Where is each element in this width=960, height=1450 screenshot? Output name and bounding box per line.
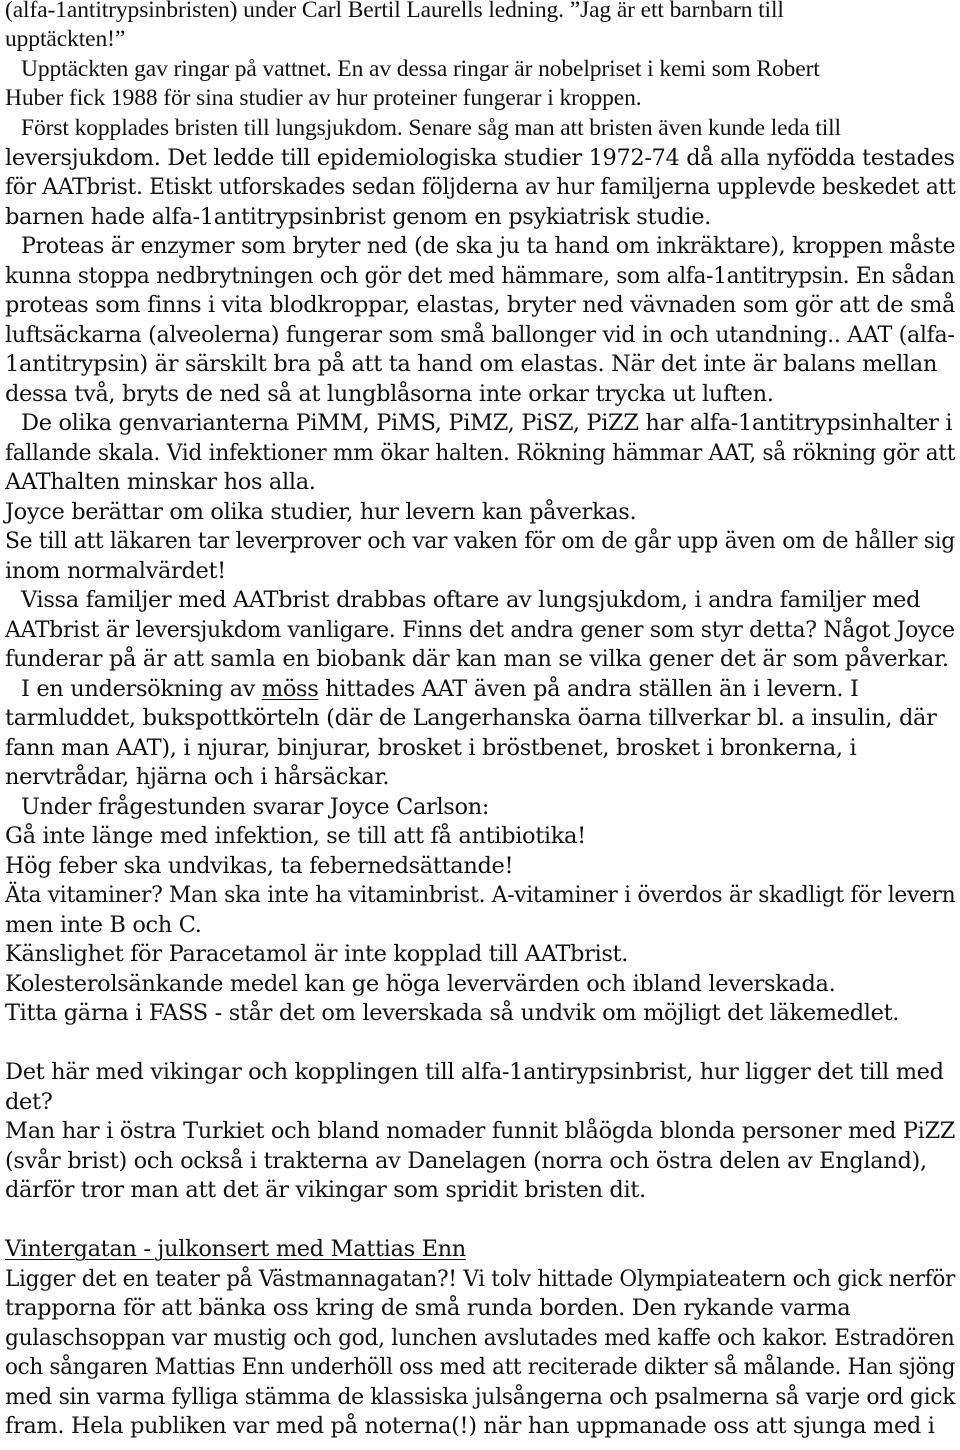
text-line: nervtrådar, hjärna och i hårsäckar. bbox=[5, 764, 390, 790]
text-line: Kolesterolsänkande medel kan ge höga levervärden och ibland leverskada. bbox=[5, 971, 836, 997]
text-line: därför tror man att det är vikingar som spridit bristen dit. bbox=[5, 1177, 646, 1203]
text-line: Först kopplades bristen till lungsjukdom. Senare såg man att bristen även kunde leda till bbox=[21, 115, 841, 141]
text-line: Känslighet för Paracetamol är inte kopplad till AATbrist. bbox=[5, 941, 629, 967]
text-line: det? bbox=[5, 1089, 53, 1115]
text-line: trapporna för att bänka oss kring de små runda borden. Den rykande varma bbox=[5, 1295, 851, 1321]
text-line: Titta gärna i FASS - står det om leverskada så undvik om möjligt det läkemedlet. bbox=[5, 1000, 900, 1026]
text-line: proteas som finns i vita blodkroppar, elastas, bryter ned vävnaden som gör att de små bbox=[5, 292, 956, 318]
text-line: funderar på är att samla en biobank där kan man se vilka gener det är som påverkar. bbox=[5, 646, 949, 672]
text-line: kunna stoppa nedbrytningen och gör det med hämmare, som alfa-1antitrypsin. En sådan bbox=[5, 263, 955, 289]
underlined-word: möss bbox=[261, 676, 319, 702]
text-line: Under frågestunden svarar Joyce Carlson: bbox=[21, 794, 490, 820]
text-line: Proteas är enzymer som bryter ned (de ska ju ta hand om inkräktare), kroppen måste bbox=[21, 233, 956, 259]
text-line: men inte B och C. bbox=[5, 912, 202, 938]
text-line: Äta vitaminer? Man ska inte ha vitaminbrist. A-vitaminer i överdos är skadligt för levern bbox=[5, 882, 956, 908]
text-line: Joyce berättar om olika studier, hur levern kan påverkas. bbox=[5, 499, 637, 525]
text-line: Vissa familjer med AATbrist drabbas oftare av lungsjukdom, i andra familjer med bbox=[21, 587, 921, 613]
text-line: fann man AAT), i njurar, binjurar, brosket i bröstbenet, brosket i bronkerna, i bbox=[5, 735, 857, 761]
text-line: för AATbrist. Etiskt utforskades sedan följderna av hur familjerna upplevde beskedet att bbox=[5, 174, 956, 200]
section-heading: Vintergatan - julkonsert med Mattias Enn bbox=[5, 1236, 466, 1262]
text-line: tarmluddet, bukspottkörteln (där de Langerhanska öarna tillverkar bl. a insulin, där bbox=[5, 705, 937, 731]
text-line: barnen hade alfa-1antitrypsinbrist genom en psykiatrisk studie. bbox=[5, 204, 711, 230]
text-line: Gå inte länge med infektion, se till att få antibiotika! bbox=[5, 823, 586, 849]
text-line: Se till att läkaren tar leverprover och var vaken för om de går upp även om de håller sig bbox=[5, 528, 955, 554]
text-line: 1antitrypsin) är särskilt bra på att ta hand om elastas. När det inte är balans mellan bbox=[5, 351, 937, 377]
text-line: Upptäckten gav ringar på vattnet. En av dessa ringar är nobelpriset i kemi som Robert bbox=[21, 56, 820, 82]
text-line: upptäckten!” bbox=[5, 26, 126, 52]
text-line: leversjukdom. Det ledde till epidemiologiska studier 1972-74 då alla nyfödda testades bbox=[5, 145, 955, 171]
text-line: fram. Hela publiken var med på noterna(!) när han uppmanade oss att sjunga med i bbox=[5, 1413, 935, 1439]
text-line: (svår brist) och också i trakterna av Danelagen (norra och östra delen av England), bbox=[5, 1148, 927, 1174]
text-fragment: hittades AAT även på andra ställen än i levern. I bbox=[318, 676, 859, 702]
text-line: fallande skala. Vid infektioner mm ökar halten. Rökning hämmar AAT, så rökning gör att bbox=[5, 440, 956, 466]
text-line: Hög feber ska undvikas, ta febernedsättande! bbox=[5, 853, 514, 879]
text-line bbox=[21, 675, 859, 705]
text-line: Huber fick 1988 för sina studier av hur proteiner fungerar i kroppen. bbox=[5, 85, 642, 111]
text-line: dessa två, bryts de ned så at lungblåsorna inte orkar trycka ut luften. bbox=[5, 381, 774, 407]
text-line: Det här med vikingar och kopplingen till alfa-1antirypsinbrist, hur ligger det till med bbox=[5, 1059, 944, 1085]
text-line: Man har i östra Turkiet och bland nomader funnit blåögda blonda personer med PiZZ bbox=[5, 1118, 956, 1144]
text-line: inom normalvärdet! bbox=[5, 558, 226, 584]
text-fragment: I en undersökning av bbox=[21, 676, 262, 702]
text-line: Ligger det en teater på Västmannagatan?! Vi tolv hittade Olympiateatern och gick nerför bbox=[5, 1266, 956, 1292]
text-line: luftsäckarna (alveolerna) fungerar som små ballonger vid in och utandning.. AAT (alfa- bbox=[5, 322, 955, 348]
text-line: gulaschsoppan var mustig och god, lunchen avslutades med kaffe och kakor. Estradören bbox=[5, 1325, 955, 1351]
text-line: med sin varma fylliga stämma de klassiska julsångerna och psalmerna så varje ord gick bbox=[5, 1384, 956, 1410]
text-line: (alfa-1antitrypsinbristen) under Carl Bertil Laurells ledning. ”Jag är ett barnbarn till bbox=[5, 0, 784, 23]
text-line: De olika genvarianterna PiMM, PiMS, PiMZ, PiSZ, PiZZ har alfa-1antitrypsinhalter i bbox=[21, 410, 953, 436]
text-line: AAThalten minskar hos alla. bbox=[5, 469, 316, 495]
text-line: och sångaren Mattias Enn underhöll oss med att reciterade dikter så målande. Han sjöng bbox=[5, 1354, 956, 1380]
text-line: AATbrist är leversjukdom vanligare. Finns det andra gener som styr detta? Något Joyce bbox=[5, 617, 955, 643]
